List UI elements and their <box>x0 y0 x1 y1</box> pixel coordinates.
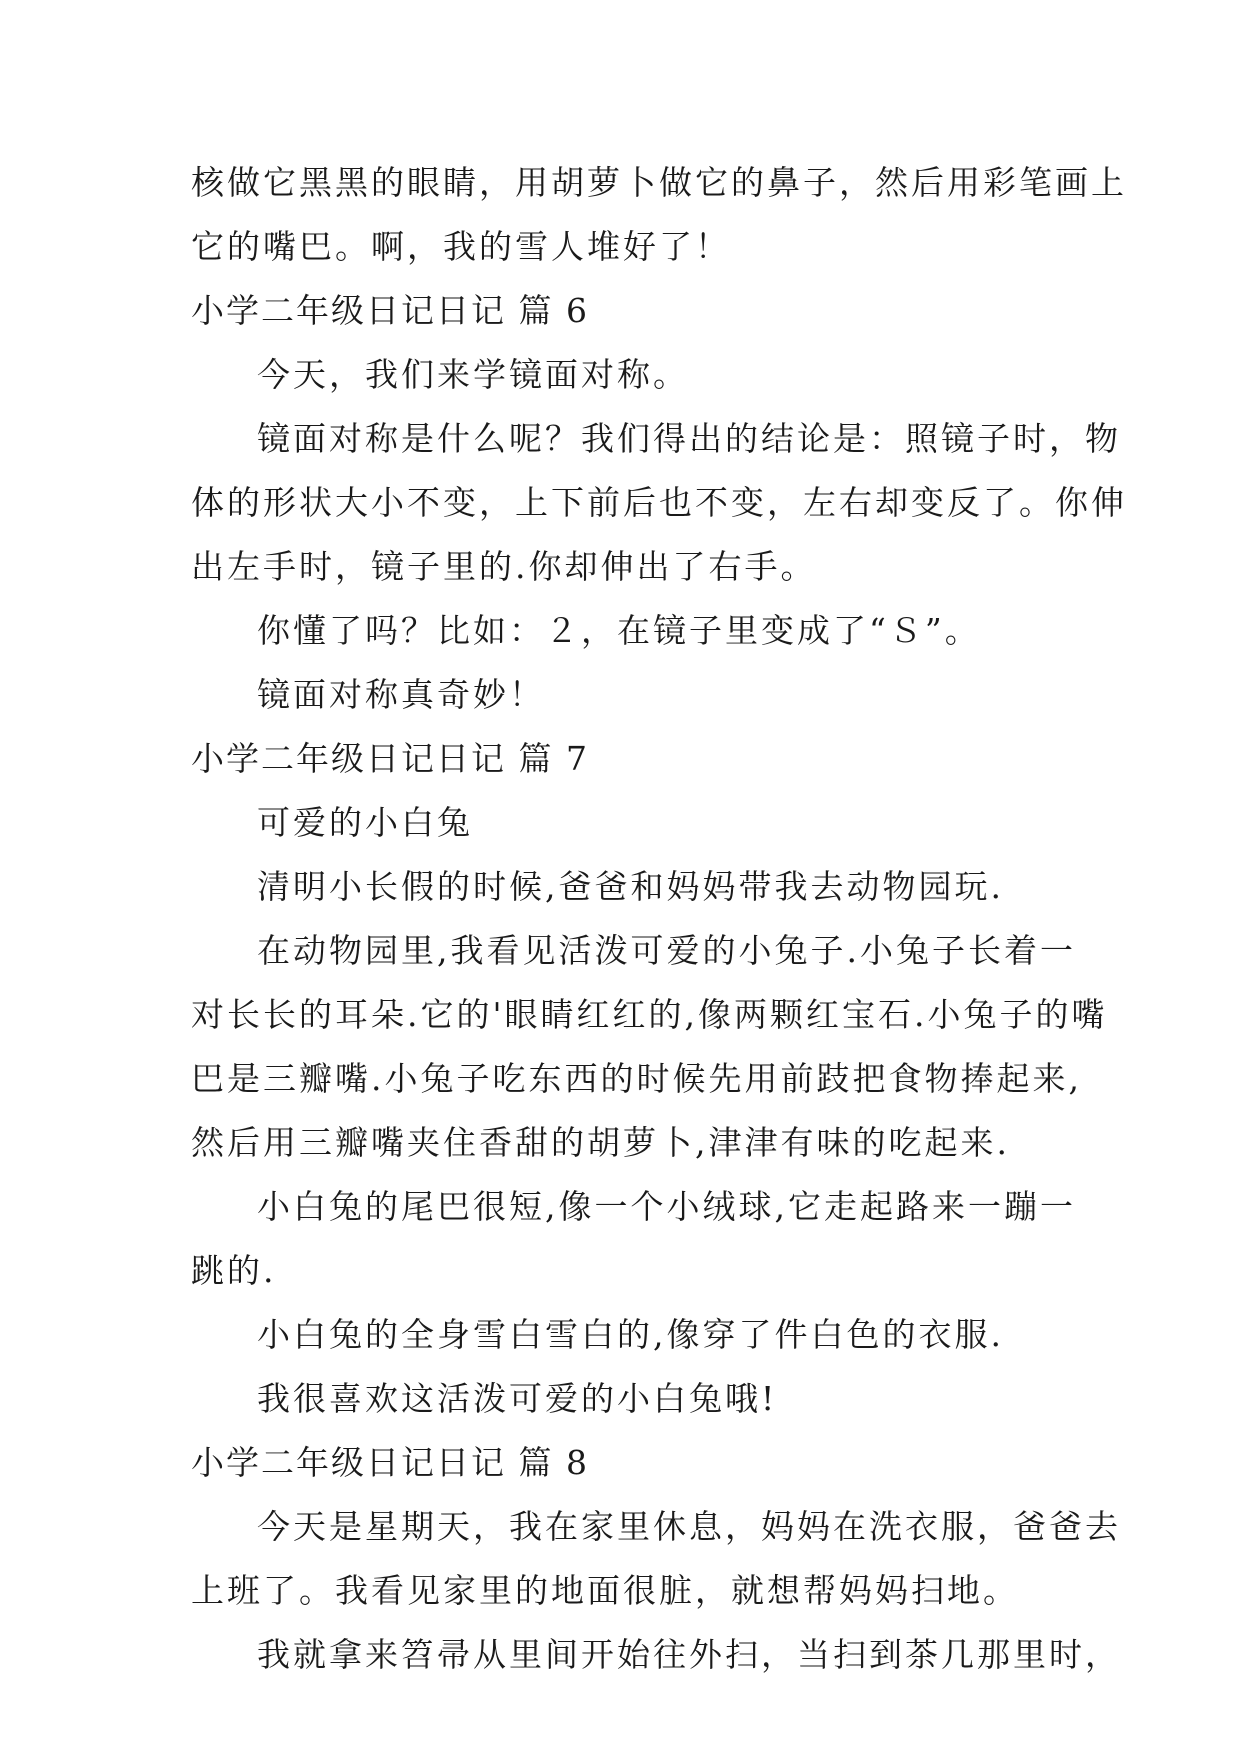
paragraph-line: 它的嘴巴。啊，我的雪人堆好了！ <box>191 227 731 266</box>
paragraph-line: 核做它黑黑的眼睛，用胡萝卜做它的鼻子，然后用彩笔画上 <box>191 163 1127 202</box>
paragraph-line: 镜面对称是什么呢？我们得出的结论是：照镜子时，物 <box>257 419 1121 458</box>
paragraph-line: 体的形状大小不变，上下前后也不变，左右却变反了。你伸 <box>191 483 1127 522</box>
paragraph-line: 我很喜欢这活泼可爱的小白兔哦! <box>257 1379 778 1418</box>
paragraph-line: 对长长的耳朵.它的'眼睛红红的,像两颗红宝石.小兔子的嘴 <box>191 995 1108 1034</box>
paragraph-line: 巴是三瓣嘴.小兔子吃东西的时候先用前跂把食物捧起来, <box>191 1059 1082 1098</box>
paragraph-line: 出左手时，镜子里的.你却伸出了右手。 <box>191 547 817 586</box>
paragraph-line: 你懂了吗？比如：２，在镜子里变成了“Ｓ”。 <box>257 611 981 650</box>
section-heading-6: 小学二年级日记日记 篇 6 <box>191 291 589 330</box>
paragraph-line: 上班了。我看见家里的地面很脏，就想帮妈妈扫地。 <box>191 1571 1019 1610</box>
paragraph-line: 我就拿来笤帚从里间开始往外扫，当扫到茶几那里时， <box>257 1635 1121 1674</box>
section-heading-7: 小学二年级日记日记 篇 7 <box>191 739 589 778</box>
paragraph-line: 跳的. <box>191 1251 277 1290</box>
paragraph-line: 镜面对称真奇妙！ <box>257 675 545 714</box>
paragraph-line: 小白兔的全身雪白雪白的,像穿了件白色的衣服. <box>257 1315 1004 1354</box>
paragraph-line: 然后用三瓣嘴夹住香甜的胡萝卜,津津有味的吃起来. <box>191 1123 1010 1162</box>
paragraph-line: 今天是星期天，我在家里休息，妈妈在洗衣服，爸爸去 <box>257 1507 1121 1546</box>
paragraph-title: 可爱的小白兔 <box>257 803 473 842</box>
paragraph-line: 小白兔的尾巴很短,像一个小绒球,它走起路来一蹦一 <box>257 1187 1076 1226</box>
paragraph-line: 在动物园里,我看见活泼可爱的小兔子.小兔子长着一 <box>257 931 1076 970</box>
paragraph-line: 今天，我们来学镜面对称。 <box>257 355 689 394</box>
paragraph-line: 清明小长假的时候,爸爸和妈妈带我去动物园玩. <box>257 867 1004 906</box>
section-heading-8: 小学二年级日记日记 篇 8 <box>191 1443 589 1482</box>
